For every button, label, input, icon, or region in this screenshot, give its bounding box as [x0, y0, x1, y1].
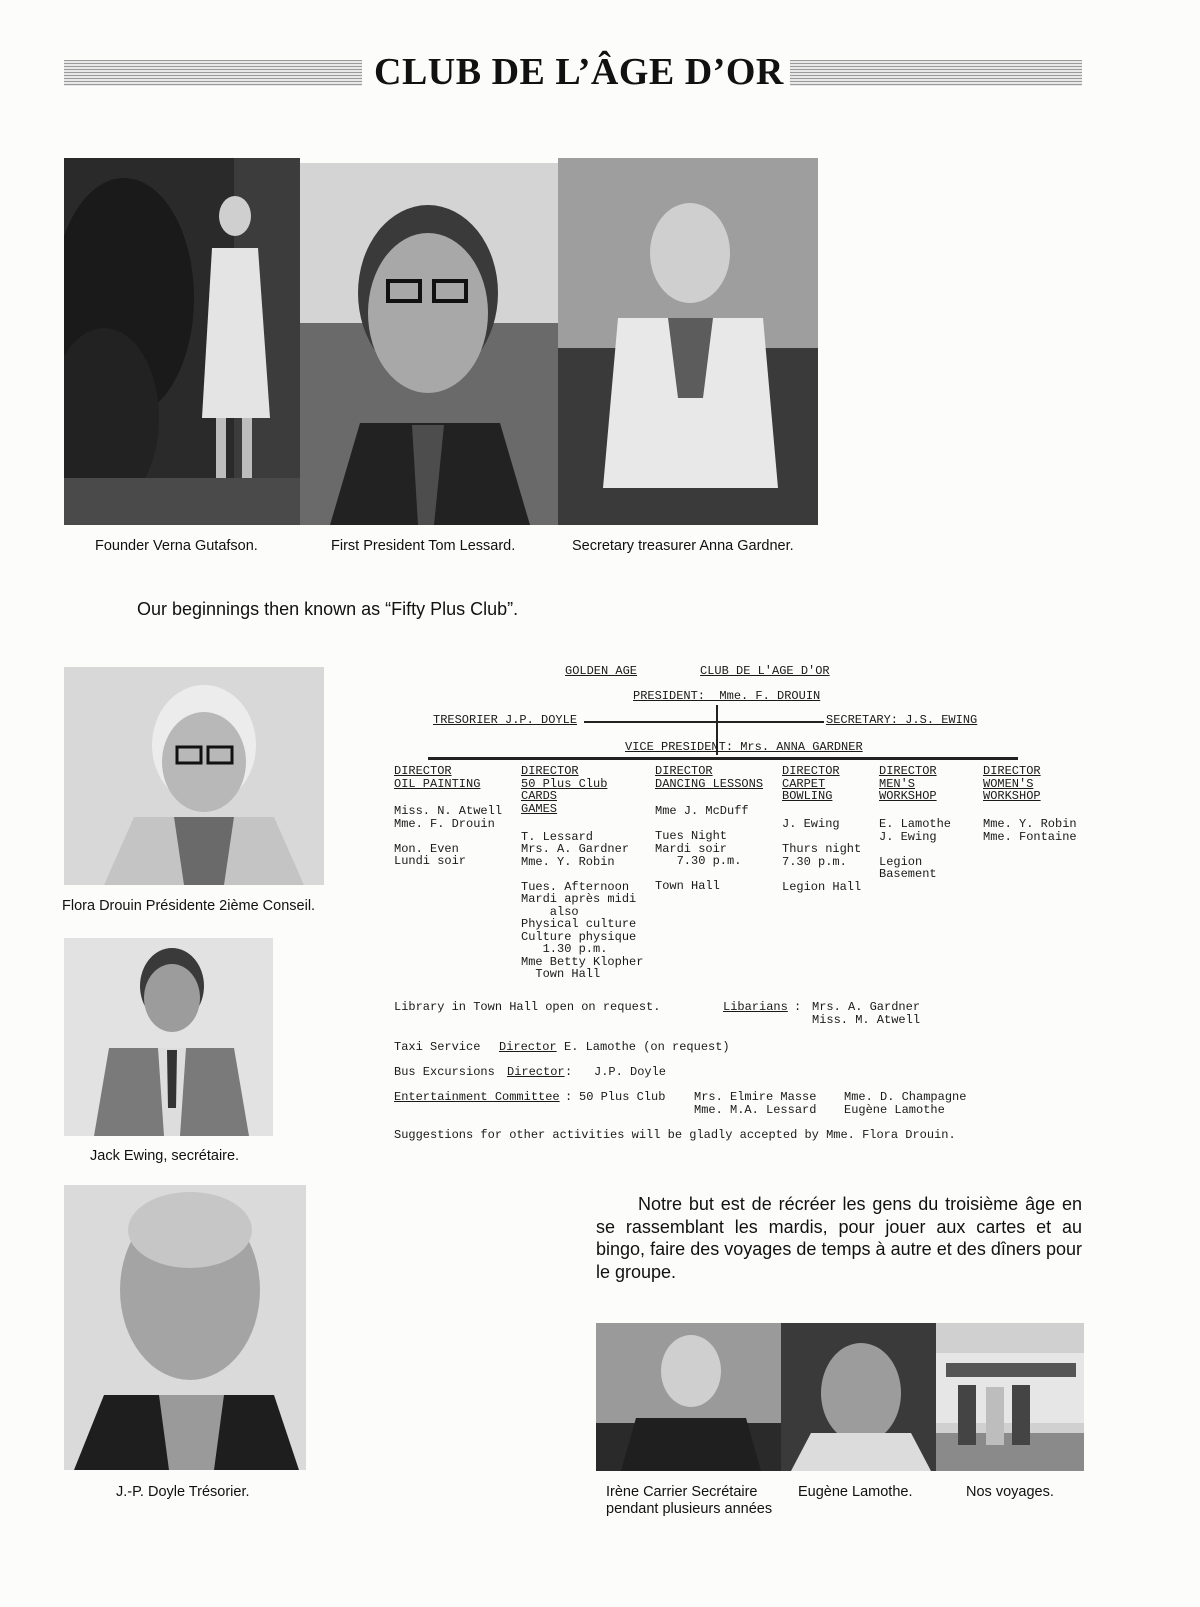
org-col-head-oil-painting: DIRECTOR OIL PAINTING: [394, 764, 481, 791]
photo-tom-lessard: [300, 163, 558, 525]
org-col-head-womens-workshop: DIRECTOR WOMEN'S WORKSHOP: [983, 764, 1041, 803]
photo-eugene-lamothe: [781, 1323, 936, 1471]
org-taxi-prefix: Taxi Service: [394, 1040, 481, 1054]
caption-jack-ewing: Jack Ewing, secrétaire.: [90, 1148, 240, 1164]
org-col-head-mens-workshop: DIRECTOR MEN'S WORKSHOP: [879, 764, 937, 803]
org-col-head-carpet-bowling: DIRECTOR CARPET BOWLING: [782, 764, 840, 803]
org-col-head-cards: DIRECTOR 50 Plus Club CARDS GAMES: [521, 764, 608, 816]
photo-irene-carrier: [596, 1323, 781, 1471]
org-entertainment-label: Entertainment Committee: [394, 1090, 560, 1104]
org-bus-rest: J.P. Doyle: [594, 1065, 667, 1079]
caption-nos-voyages: Nos voyages.: [966, 1484, 1054, 1500]
org-branch-line: [584, 721, 824, 723]
org-librarians: Mrs. A. Gardner Miss. M. Atwell: [812, 1000, 921, 1027]
org-entertainment-names-2: Mme. D. Champagne Eugène Lamothe: [844, 1090, 967, 1117]
org-vice-president: VICE PRESIDENT: Mrs. ANNA GARDNER: [625, 740, 863, 754]
header-rule-left: [64, 60, 362, 86]
photo-nos-voyages: [936, 1323, 1084, 1471]
page-title: CLUB DE L’ÂGE D’OR: [374, 51, 784, 93]
org-librarians-label: Libarians: [723, 1000, 788, 1014]
photo-jack-ewing: [64, 938, 273, 1136]
org-bus-colon: :: [565, 1065, 573, 1079]
org-col-body-mens-workshop: E. Lamothe J. Ewing Legion Basement: [879, 817, 952, 881]
org-col-body-cards: T. Lessard Mrs. A. Gardner Mme. Y. Robin Tues. Afternoon Mardi après midi also Physical culture Culture physique 1.30 p.m. Mme Betty Klopher Town Hall: [521, 829, 644, 981]
org-taxi-director: Director: [499, 1040, 557, 1054]
org-entertainment-colon: :: [565, 1090, 573, 1104]
org-entertainment-club: 50 Plus Club: [579, 1090, 666, 1104]
photo-jp-doyle: [64, 1185, 306, 1470]
caption-irene-carrier: Irène Carrier Secrétaire pendant plusieurs années: [606, 1484, 773, 1517]
caption-jp-doyle: J.-P. Doyle Trésorier.: [116, 1484, 250, 1500]
org-director-bar: [428, 757, 1018, 760]
org-suggestions: Suggestions for other activities will be gladly accepted by Mme. Flora Drouin.: [394, 1128, 956, 1142]
caption-tom-lessard: First President Tom Lessard.: [331, 538, 516, 554]
org-entertainment-names-1: Mrs. Elmire Masse Mme. M.A. Lessard: [694, 1090, 817, 1117]
org-col-body-dancing: Mme J. McDuff Tues Night Mardi soir 7.30 p.m. Town Hall: [655, 804, 749, 893]
org-col-body-womens-workshop: Mme. Y. Robin Mme. Fontaine: [983, 817, 1077, 844]
caption-verna-gutafson: Founder Verna Gutafson.: [95, 538, 258, 554]
photo-verna-gutafson: [64, 158, 300, 525]
org-col-head-dancing: DIRECTOR DANCING LESSONS: [655, 764, 764, 791]
caption-eugene-lamothe: Eugène Lamothe.: [798, 1484, 913, 1500]
caption-anna-gardner: Secretary treasurer Anna Gardner.: [572, 538, 794, 554]
header-rule-right: [790, 60, 1082, 86]
org-librarians-colon: :: [794, 1000, 802, 1014]
org-bus-director: Director: [507, 1065, 565, 1079]
org-col-body-oil-painting: Miss. N. Atwell Mme. F. Drouin Mon. Even Lundi soir: [394, 804, 503, 868]
beginnings-caption: Our beginnings then known as “Fifty Plus Club”.: [137, 599, 519, 619]
org-club-name: CLUB DE L'AGE D'OR: [700, 664, 830, 678]
org-taxi-rest: E. Lamothe (on request): [564, 1040, 730, 1054]
org-bus-prefix: Bus Excursions: [394, 1065, 495, 1079]
photo-anna-gardner: [558, 158, 818, 525]
purpose-paragraph: Notre but est de récréer les gens du troisième âge en se rassemblant les mardis, pour jouer aux cartes et au bingo, faire des voyages de temps à autre et des dîners pour le groupe.: [596, 1194, 1082, 1282]
org-golden-age: GOLDEN AGE: [565, 664, 638, 678]
org-library: Library in Town Hall open on request.: [394, 1000, 661, 1014]
photo-flora-drouin: [64, 667, 324, 885]
org-secretary: SECRETARY: J.S. EWING: [826, 713, 978, 727]
caption-flora-drouin: Flora Drouin Présidente 2ième Conseil.: [62, 898, 316, 914]
org-president: PRESIDENT: Mme. F. DROUIN: [633, 689, 821, 703]
org-col-body-carpet-bowling: J. Ewing Thurs night 7.30 p.m. Legion Hall: [782, 817, 862, 894]
org-treasurer: TRESORIER J.P. DOYLE: [433, 713, 578, 727]
